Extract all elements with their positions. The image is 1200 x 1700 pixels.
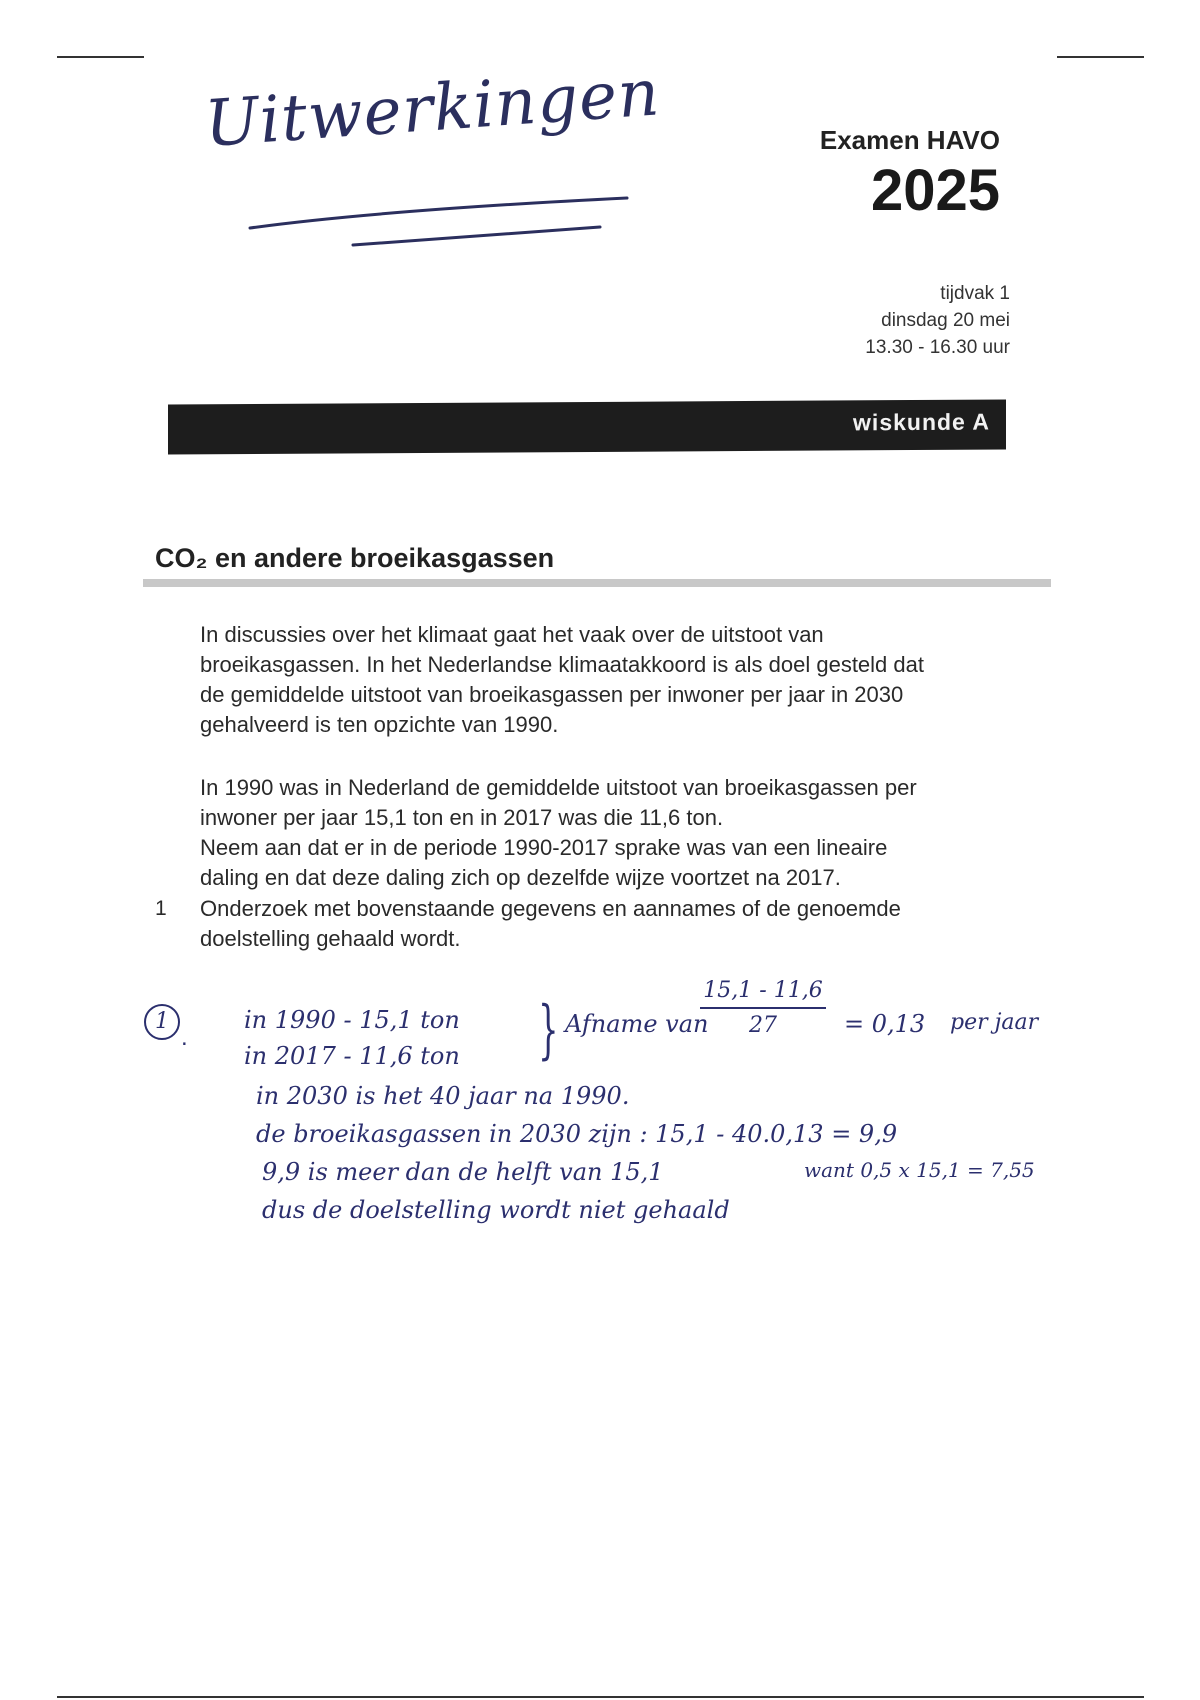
exam-year: 2025 — [870, 158, 1000, 223]
handwritten-underline — [205, 183, 635, 253]
subject-bar — [168, 399, 1006, 454]
exam-meta — [865, 280, 1010, 361]
answer-line-check: want 0,5 x 15,1 = 7,55 — [804, 1158, 1035, 1182]
answer-afname-result: = 0,13 — [844, 1010, 926, 1038]
answer-line-comparison: 9,9 is meer dan de helft van 15,1 — [262, 1158, 664, 1186]
answer-number-circle: 1 — [144, 1004, 180, 1040]
top-right-rule — [1057, 56, 1144, 58]
section-divider — [143, 579, 1051, 587]
answer-line-2030: in 2030 is het 40 jaar na 1990. — [256, 1082, 630, 1110]
section-title: CO₂ en andere broeikasgassen — [155, 543, 555, 573]
bottom-rule — [57, 1696, 1144, 1698]
exam-header — [819, 125, 1000, 223]
exam-time: 13.30 - 16.30 uur — [865, 337, 1010, 358]
answer-line-2017: in 2017 - 11,6 ton — [244, 1042, 460, 1070]
subject-label: wiskunde A — [853, 408, 990, 436]
exam-type: Examen HAVO — [819, 125, 1000, 155]
answer-number-dot: . — [181, 1024, 188, 1051]
intro-paragraph: In discussies over het klimaat gaat het vaak over de uitstoot van broeikasgassen. In het Nederlandse klimaatakkoord is als doel gesteld dat de gemiddelde uitstoot van broeikasgassen per inwoner per jaar in 2030 gehalveerd is ten opzichte van 1990. — [200, 622, 924, 737]
handwritten-title-text: Uitwerkingen — [202, 56, 663, 162]
answer-line-conclusion: dus de doelstelling wordt niet gehaald — [262, 1196, 730, 1224]
question-number: 1 — [155, 897, 167, 920]
exam-period: tijdvak 1 — [940, 283, 1010, 304]
fraction-denominator: 27 — [749, 1013, 777, 1038]
fraction-numerator: 15,1 - 11,6 — [700, 978, 826, 1009]
answer-afname-unit: per jaar — [950, 1010, 1039, 1035]
answer-line-calculation: de broeikasgassen in 2030 zijn : 15,1 - 40.0,13 = 9,9 — [256, 1120, 898, 1148]
handwritten-title — [202, 56, 663, 258]
exam-date: dinsdag 20 mei — [881, 310, 1010, 331]
answer-afname-label: Afname van — [565, 1010, 709, 1038]
top-left-rule — [57, 56, 144, 58]
data-paragraph: In 1990 was in Nederland de gemiddelde uitstoot van broeikasgassen per inwoner per jaar 15,1 ton en in 2017 was die 11,6 ton. Neem aan dat er in de periode 1990-2017 sprake was van een lineaire daling en dat deze daling zich op dezelfde wijze voortzet na 2017. — [200, 775, 917, 890]
answer-line-1990: in 1990 - 15,1 ton — [244, 1006, 460, 1034]
question-paragraph: Onderzoek met bovenstaande gegevens en aannames of de genoemde doelstelling gehaald wordt. — [200, 896, 901, 951]
answer-fraction — [700, 978, 826, 1038]
answer-brace: } — [538, 993, 559, 1067]
